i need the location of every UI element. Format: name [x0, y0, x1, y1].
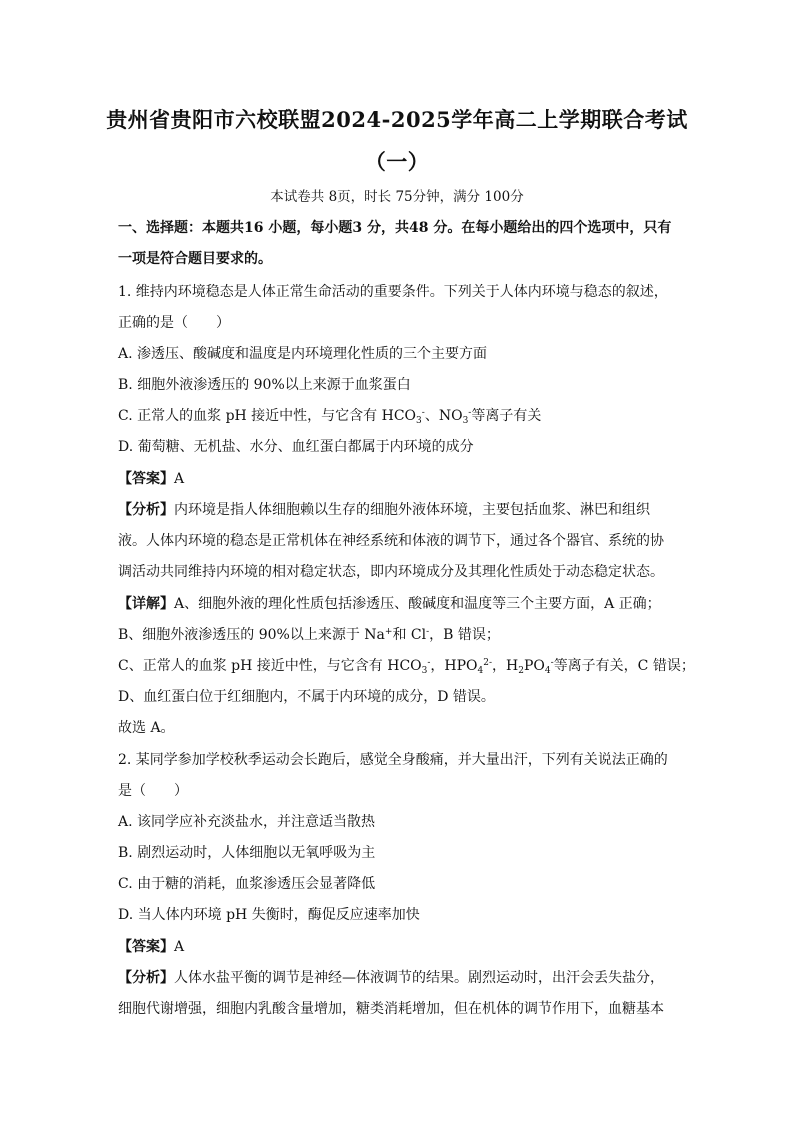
detail-sup: - — [426, 627, 430, 637]
q1-analysis-line-3: 调活动共同维持内环境的相对稳定状态，即内环境成分及其理化性质处于动态稳定状态。 — [118, 564, 664, 580]
detail-sup: 2- — [483, 658, 493, 668]
q1-option-c-sup: - — [468, 408, 472, 418]
q1-option-c — [118, 405, 678, 425]
detail-text: 等离子有关，C 错误； — [553, 658, 695, 674]
detail-text: C、正常人的血浆 pH 接近中性，与它含有 HCO — [118, 658, 422, 674]
analysis-label: 【分析】 — [118, 502, 174, 518]
q1-option-a: A. 渗透压、酸碱度和温度是内环境理化性质的三个主要方面 — [118, 346, 488, 362]
q2-stem-line-2: 是（ ） — [118, 783, 188, 799]
detail-text: 和 Cl — [392, 627, 427, 643]
q1-conclusion: 故选 A。 — [118, 720, 175, 736]
analysis-label: 【分析】 — [118, 970, 174, 986]
detail-text: ，H — [492, 658, 519, 674]
detail-label: 【详解】 — [118, 596, 174, 612]
detail-sup: + — [384, 627, 393, 637]
section-heading-line-1: 一、选择题：本题共16 小题，每小题3 分，共48 分。在每小题给出的四个选项中，只有 — [118, 220, 672, 236]
q2-option-a: A. 该同学应补充淡盐水，并注意适当散热 — [118, 814, 376, 830]
q2-analysis-line-2: 细胞代谢增强，细胞内乳酸含量增加，糖类消耗增加，但在机体的调节作用下，血糖基本 — [118, 1001, 664, 1017]
q1-stem-line-2: 正确的是（ ） — [118, 315, 230, 331]
q1-analysis-line-2: 液。人体内环境的稳态是正常机体在神经系统和体液的调节下，通过各个器官、系统的协 — [118, 533, 664, 549]
q1-detail-line-2 — [118, 624, 678, 644]
answer-label: 【答案】 — [118, 939, 174, 955]
detail-sup: - — [550, 658, 554, 668]
detail-sup: - — [427, 658, 431, 668]
q1-stem-line-1: 1. 维持内环境稳态是人体正常生命活动的重要条件。下列关于人体内环境与稳态的叙述， — [118, 284, 668, 300]
q1-option-c-sub: 3 — [462, 416, 469, 426]
q1-detail-line-3 — [118, 655, 695, 676]
analysis-text: 内环境是指人体细胞赖以生存的细胞外液体环境，主要包括血浆、淋巴和组织 — [174, 502, 650, 518]
answer-value: A — [174, 939, 185, 955]
q2-option-d: D. 当人体内环境 pH 失衡时，酶促反应速率加快 — [118, 907, 420, 923]
q2-answer — [118, 936, 678, 956]
exam-info: 本试卷共 8页，时长 75分钟，满分 100分 — [270, 189, 524, 205]
q1-option-d: D. 葡萄糖、无机盐、水分、血红蛋白都属于内环境的成分 — [118, 439, 474, 455]
analysis-text: 人体水盐平衡的调节是神经—体液调节的结果。剧烈运动时，出汗会丢失盐分， — [174, 970, 664, 986]
q1-option-c-text: 、NO — [424, 408, 463, 424]
detail-text: B、细胞外液渗透压的 90%以上来源于 Na — [118, 627, 385, 643]
q2-analysis-line-1 — [118, 967, 678, 987]
detail-text: ，HPO — [430, 658, 478, 674]
detail-sub: 2 — [518, 666, 524, 676]
detail-sub: 4 — [477, 666, 484, 676]
q1-option-c-text: 等离子有关 — [471, 408, 542, 424]
section-heading-line-2: 一项是符合题目要求的。 — [118, 251, 272, 267]
q1-option-c-sub: 3 — [416, 416, 422, 426]
q1-answer — [118, 468, 678, 488]
q2-option-b: B. 剧烈运动时，人体细胞以无氧呼吸为主 — [118, 845, 376, 861]
q2-option-c: C. 由于糖的消耗，血浆渗透压会显著降低 — [118, 876, 376, 892]
answer-value: A — [174, 471, 185, 487]
q1-detail-line-1 — [118, 593, 678, 613]
q1-option-c-sup: - — [421, 408, 425, 418]
answer-label: 【答案】 — [118, 471, 174, 487]
q1-detail-line-4: D、血红蛋白位于红细胞内，不属于内环境的成分，D 错误。 — [118, 689, 495, 705]
detail-text: PO — [524, 658, 545, 674]
q1-option-b: B. 细胞外液渗透压的 90%以上来源于血浆蛋白 — [118, 377, 411, 393]
q1-analysis-line-1 — [118, 499, 678, 519]
detail-text: ，B 错误； — [429, 627, 500, 643]
page-title: 贵州省贵阳市六校联盟2024-2025学年高二上学期联合考试 — [106, 107, 688, 132]
page-title-suffix: （一） — [364, 149, 430, 174]
detail-sub: 3 — [421, 666, 428, 676]
q1-option-c-text: C. 正常人的血浆 pH 接近中性，与它含有 HCO — [118, 408, 417, 424]
q2-stem-line-1: 2. 某同学参加学校秋季运动会长跑后，感觉全身酸痛，并大量出汗，下列有关说法正确的 — [118, 752, 668, 768]
detail-sub: 4 — [544, 666, 551, 676]
detail-text: A、细胞外液的理化性质包括渗透压、酸碱度和温度等三个主要方面，A 正确； — [174, 596, 661, 612]
